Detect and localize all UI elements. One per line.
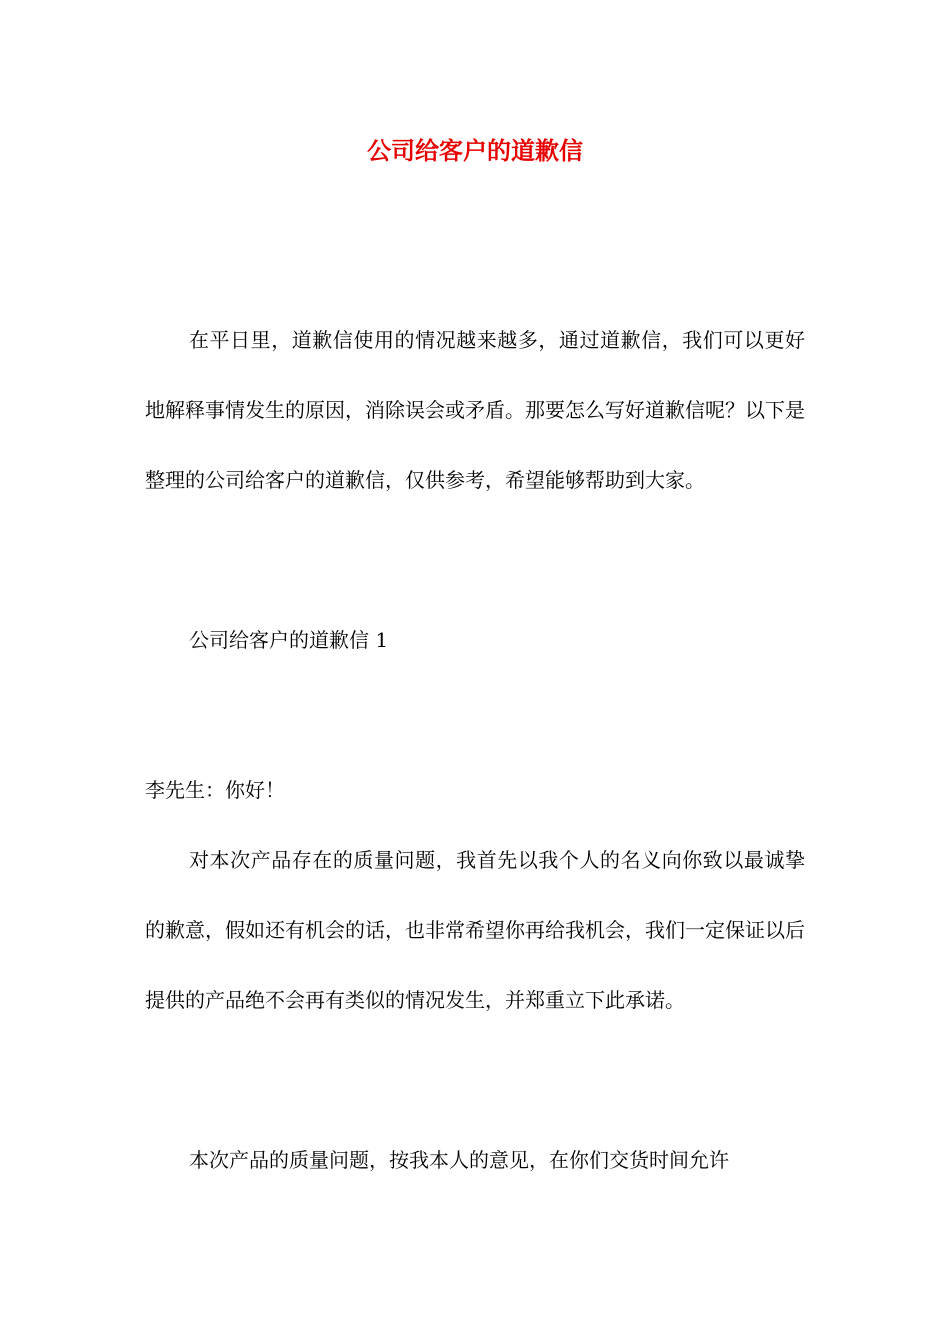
- document-title: 公司给客户的道歉信: [367, 137, 583, 165]
- body-paragraph-1: 对本次产品存在的质量问题，我首先以我个人的名义向你致以最诚挚的歉意，假如还有机会的话，也非常希望你再给我机会，我们一定保证以后提供的产品绝不会再有类似的情况发生，并郑重立下此承诺。: [145, 848, 805, 1012]
- salutation: 李先生：你好！: [145, 778, 285, 802]
- body-paragraph-2: 本次产品的质量问题，按我本人的意见，在你们交货时间允许: [189, 1148, 729, 1172]
- intro-paragraph: 在平日里，道歉信使用的情况越来越多，通过道歉信，我们可以更好地解释事情发生的原因，消除误会或矛盾。那要怎么写好道歉信呢？以下是整理的公司给客户的道歉信，仅供参考，希望能够帮助到大家。: [145, 328, 805, 492]
- section-heading: 公司给客户的道歉信 1: [189, 628, 389, 652]
